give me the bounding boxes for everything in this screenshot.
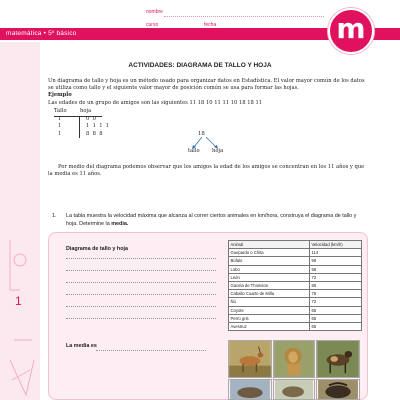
wild-dog-photo [316,340,360,378]
fecha-label: fecha [204,22,217,28]
table-row [229,314,362,322]
animal-cell: Gacela de Thomson [229,281,310,289]
stem-value: 1 [58,123,62,129]
geometry-decoration-icon [6,230,36,400]
stem-value: 1 [58,115,62,122]
media-label: La media es [66,343,97,349]
speed-cell: 58 [310,265,362,273]
media-answer-field[interactable] [96,350,206,351]
question-emphasis: media. [111,220,129,227]
example-data-line: Las edades de un grupo de amigos son las siguientes 11 18 10 11 11 10 18 18 11 [48,100,263,106]
animal-photo-4 [228,379,272,400]
example-heading: Ejemplo [48,92,72,98]
table-row [229,265,362,273]
answer-line[interactable] [66,258,216,259]
answer-line[interactable] [66,282,216,283]
stem-value: 1 [58,130,62,137]
observation-paragraph: Por medio del diagrama podemos observar que los amigos la edad de los amigos se concentran en los 11 años y que la media es 11 años. [48,164,365,177]
table-row [229,322,362,330]
speed-cell: 72 [310,298,362,306]
lion-photo [273,340,315,378]
question-body: La tabla muestra la velocidad máxima que alcanza al correr ciertos animales en km/hora, construya el diagrama de tallo y hoja. Determine la [66,213,357,227]
animal-cell: Avestruz [229,322,310,330]
speed-cell: 58 [310,257,362,265]
table-row [229,281,362,289]
animal-cell: Guepardo o Chita [229,249,310,257]
leaf-values: 0 0 [86,115,96,122]
speed-cell: 65 [310,322,362,330]
tree-leaf-label: hoja [212,148,224,154]
stem-header: Tallo [54,108,67,114]
leaf-values: 1 1 1 1 [86,123,110,129]
table-row [229,257,362,265]
speed-cell: 65 [310,306,362,314]
speed-cell: 114 [310,249,362,257]
question-text [66,213,366,228]
answer-line[interactable] [66,270,216,271]
buffalo-photo [316,379,360,400]
animal-cell: Perro gris [229,314,310,322]
table-row [229,298,362,306]
subject-label: matemática • 5º básico [6,30,77,37]
column-header-animal: Animal [229,241,310,249]
stem-leaf-header-rule [54,116,102,117]
curso-label: curso [146,22,159,28]
stem-leaf-divider [79,116,80,138]
table-row [229,249,362,257]
answer-line[interactable] [66,306,216,307]
answer-line[interactable] [66,294,216,295]
table-row [229,273,362,281]
diagram-label: Diagrama de tallo y hoja [66,246,129,252]
animal-cell: Coyote [229,306,310,314]
animal-cell: Lobo [229,265,310,273]
leaf-values: 8 8 8 [86,130,103,137]
intro-paragraph: Un diagrama de tallo y hoja es un método usado para organizar datos en Estadística. El valor mayor común de los datos se utiliza como tallo y el siguiente valor mayor de posición común se usa para formar las hojas. [48,78,365,91]
nombre-label: nombre [146,9,163,15]
tree-stem-label: tallo [188,148,200,154]
animal-photo-5 [273,379,315,400]
animal-cell: Búfalo [229,257,310,265]
table-header-row [229,241,362,249]
question-number: 1. [52,213,57,219]
table-row [229,290,362,298]
math-logo [328,8,374,54]
answer-line[interactable] [66,318,216,319]
page-title: ACTIVIDADES: DIAGRAMA DE TALLO Y HOJA [128,62,272,69]
speed-cell: 76 [310,290,362,298]
column-header-speed: Velocidad (km/h) [310,241,362,249]
animal-cell: León [229,273,310,281]
speed-cell: 85 [310,281,362,289]
logo-letter: m [336,12,366,45]
animal-cell: Caballo Cuarto de Milla [229,290,310,298]
decorative-one: 1 [15,294,22,308]
tree-number: 18 [198,131,205,137]
speed-cell: 65 [310,314,362,322]
table-row [229,306,362,314]
speed-table [228,240,362,331]
nombre-field[interactable] [164,16,324,17]
leaf-header: hoja [80,108,92,114]
gazelle-photo [228,340,272,378]
speed-cell: 72 [310,273,362,281]
animal-cell: Ñú [229,298,310,306]
